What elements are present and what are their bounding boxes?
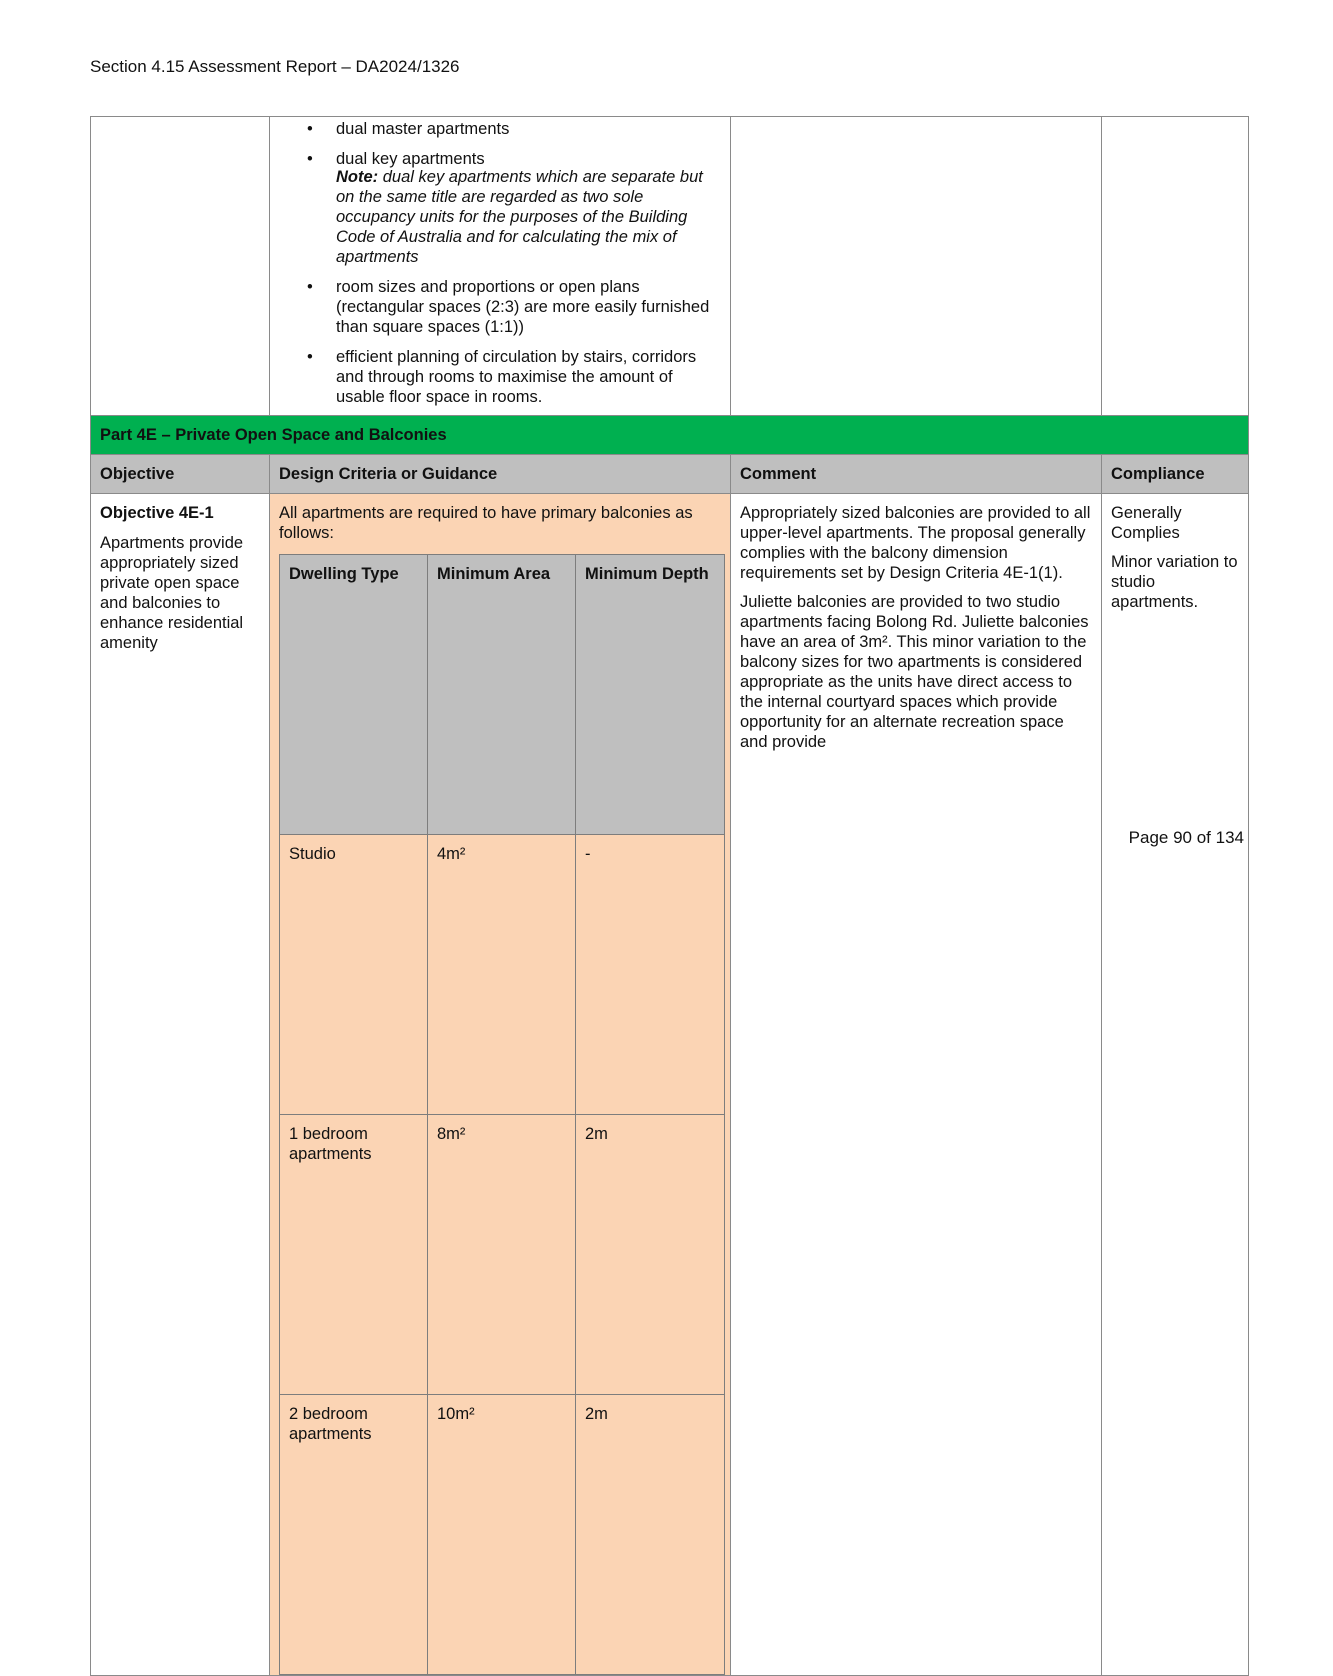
table-cell: Studio <box>280 835 428 1115</box>
page-header: Section 4.15 Assessment Report – DA2024/1326 <box>90 57 460 76</box>
header-criteria: Design Criteria or Guidance <box>270 455 731 494</box>
note-text <box>278 167 722 267</box>
comment-cell <box>731 494 1102 1676</box>
header-comment: Comment <box>731 455 1102 494</box>
inner-header-cell: Minimum Depth <box>576 555 725 835</box>
table-cell: 8m² <box>428 1115 576 1395</box>
section-title: Part 4E – Private Open Space and Balconies <box>91 416 1249 455</box>
criteria-bullet-list-2 <box>278 277 722 407</box>
table-cell: 2m <box>576 1115 725 1395</box>
comment-paragraph: Appropriately sized balconies are provided to all upper-level apartments. The proposal generally complies with the balcony dimension requirements set by Design Criteria 4E-1(1). <box>740 504 1091 582</box>
compliance-status: Generally Complies <box>1111 504 1182 542</box>
comment-paragraph: Juliette balconies are provided to two studio apartments facing Bolong Rd. Juliette balconies have an area of 3m². This minor variation to the balcony sizes for two apartments is considered appropriate as the units have direct access to the internal courtyard spaces which provide opportunity for an alternate recreation space and provide <box>740 593 1089 751</box>
compliance-cell <box>1102 494 1249 1676</box>
criteria-bullet-list <box>278 119 722 169</box>
note-body: dual key apartments which are separate but on the same title are regarded as two sole occupancy units for the purposes of the Building Code of Australia and for calculating the mix of apartments <box>336 168 703 266</box>
assessment-table <box>90 116 1249 1676</box>
continuation-compliance-cell <box>1102 117 1249 416</box>
bullet-item: • efficient planning of circulation by stairs, corridors and through rooms to maximise the amount of usable floor space in rooms. <box>278 347 722 407</box>
inner-header-row <box>280 555 725 835</box>
table-row <box>280 1115 725 1395</box>
page-number: Page 90 of 134 <box>1128 828 1244 847</box>
table-row <box>280 1395 725 1675</box>
bullet-item: • dual master apartments <box>278 119 722 139</box>
inner-header-cell: Dwelling Type <box>280 555 428 835</box>
continuation-objective-cell <box>91 117 270 416</box>
table-cell: 1 bedroom apartments <box>280 1115 428 1395</box>
objective-text: Apartments provide appropriately sized private open space and balconies to enhance residential amenity <box>100 534 244 652</box>
criteria-intro: All apartments are required to have primary balconies as follows: <box>279 504 693 542</box>
header-objective: Objective <box>91 455 270 494</box>
bullet-item: • room sizes and proportions or open plans (rectangular spaces (2:3) are more easily furnished than square spaces (1:1)) <box>278 277 722 337</box>
header-compliance: Compliance <box>1102 455 1249 494</box>
table-cell: 4m² <box>428 835 576 1115</box>
continuation-row <box>91 117 1249 416</box>
table-cell: - <box>576 835 725 1115</box>
balcony-requirements-table <box>279 554 725 1675</box>
table-cell: 10m² <box>428 1395 576 1675</box>
objective-row <box>91 494 1249 1676</box>
objective-title: Objective 4E-1 <box>100 504 214 522</box>
table-row <box>280 835 725 1115</box>
section-heading-row <box>91 416 1249 455</box>
continuation-criteria-cell <box>270 117 731 416</box>
table-cell: 2m <box>576 1395 725 1675</box>
column-header-row <box>91 455 1249 494</box>
bullet-item: • dual key apartments <box>278 149 722 169</box>
compliance-note: Minor variation to studio apartments. <box>1111 553 1238 611</box>
note-label: Note: <box>336 168 379 186</box>
criteria-cell <box>270 494 731 1676</box>
continuation-comment-cell <box>731 117 1102 416</box>
table-cell: 2 bedroom apartments <box>280 1395 428 1675</box>
objective-cell <box>91 494 270 1676</box>
inner-header-cell: Minimum Area <box>428 555 576 835</box>
